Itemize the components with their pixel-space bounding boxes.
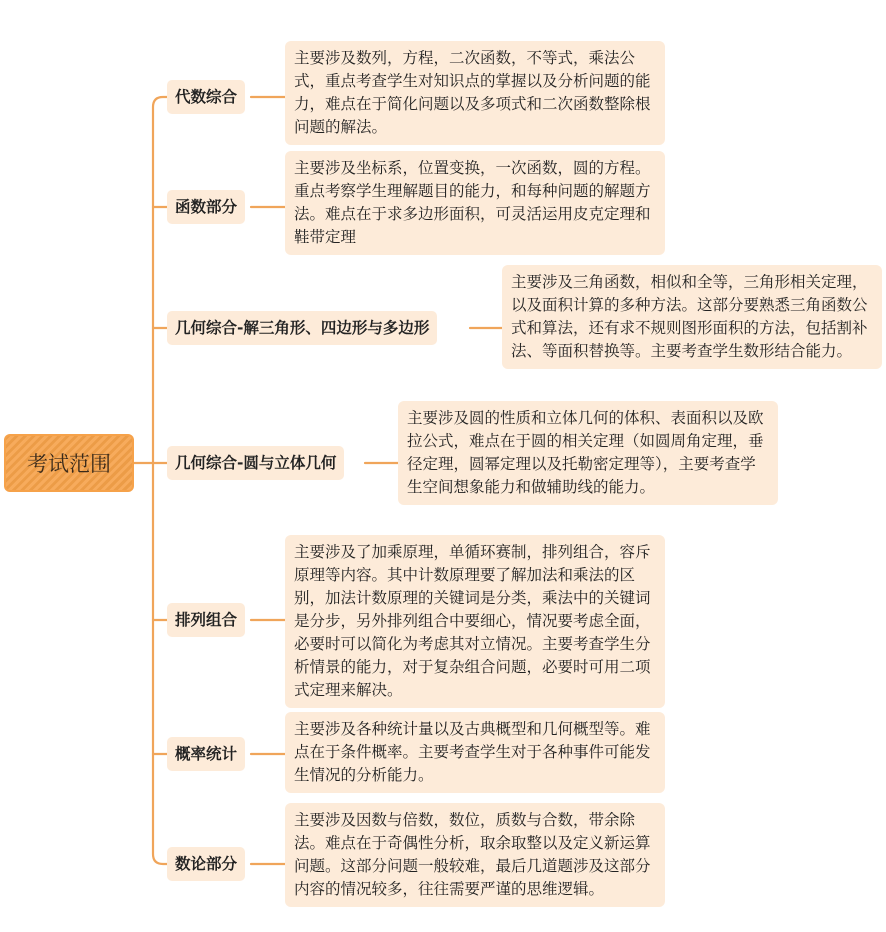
desc-text: 主要涉及各种统计量以及古典概型和几何概型等。难点在于条件概率。主要考查学生对于各种事件可能发生情况的分析能力。 [294, 720, 651, 784]
desc-number-theory [285, 803, 665, 907]
branch-geometry-circles [167, 446, 344, 480]
root-label: 考试范围 [27, 452, 111, 476]
desc-algebra [285, 41, 665, 145]
branch-label: 概率统计 [175, 745, 238, 763]
desc-probability [285, 712, 665, 793]
desc-combinatorics [285, 535, 665, 708]
desc-text: 主要涉及了加乘原理，单循环赛制，排列组合，容斥原理等内容。其中计数原理要了解加法和乘法的区别，加法计数原理的关键词是分类，乘法中的关键词是分步，另外排列组合中要细心，情况要考虑全面，必要时可以简化为考虑其对立情况。主要考查学生分析情景的能力，对于复杂组合问题，必要时可用二项式定理来解决。 [294, 543, 651, 699]
branch-functions [167, 190, 245, 224]
desc-geometry-polygons [502, 265, 882, 369]
desc-functions [285, 151, 665, 255]
branch-combinatorics [167, 603, 245, 637]
desc-text: 主要涉及三角函数，相似和全等，三角形相关定理，以及面积计算的多种方法。这部分要熟悉三角函数公式和算法，还有求不规则图形面积的方法，包括割补法、等面积替换等。主要考查学生数形结合能力。 [511, 273, 868, 360]
branch-number-theory [167, 847, 245, 881]
branch-label: 函数部分 [175, 198, 238, 216]
desc-text: 主要涉及数列，方程，二次函数，不等式，乘法公式，重点考查学生对知识点的掌握以及分析问题的能力，难点在于简化问题以及多项式和二次函数整除根问题的解法。 [294, 49, 651, 136]
branch-label: 排列组合 [175, 611, 238, 629]
branch-algebra [167, 80, 245, 114]
branch-label: 代数综合 [175, 88, 238, 106]
desc-geometry-circles [398, 401, 778, 505]
desc-text: 主要涉及因数与倍数，数位，质数与合数，带余除法。难点在于奇偶性分析，取余取整以及定义新运算问题。这部分问题一般较难，最后几道题涉及这部分内容的情况较多，往往需要严谨的思维逻辑。 [294, 811, 651, 898]
branch-label: 几何综合-解三角形、四边形与多边形 [175, 319, 430, 337]
branch-label: 几何综合-圆与立体几何 [175, 454, 337, 472]
branch-geometry-polygons [167, 311, 437, 345]
branch-probability [167, 737, 245, 771]
desc-text: 主要涉及圆的性质和立体几何的体积、表面积以及欧拉公式，难点在于圆的相关定理（如圆周角定理，垂径定理，圆幂定理以及托勒密定理等），主要考查学生空间想象能力和做辅助线的能力。 [407, 409, 764, 496]
branch-label: 数论部分 [175, 855, 238, 873]
desc-text: 主要涉及坐标系，位置变换，一次函数，圆的方程。重点考察学生理解题目的能力，和每种问题的解题方法。难点在于求多边形面积，可灵活运用皮克定理和鞋带定理 [294, 159, 651, 246]
root-node [4, 434, 134, 492]
